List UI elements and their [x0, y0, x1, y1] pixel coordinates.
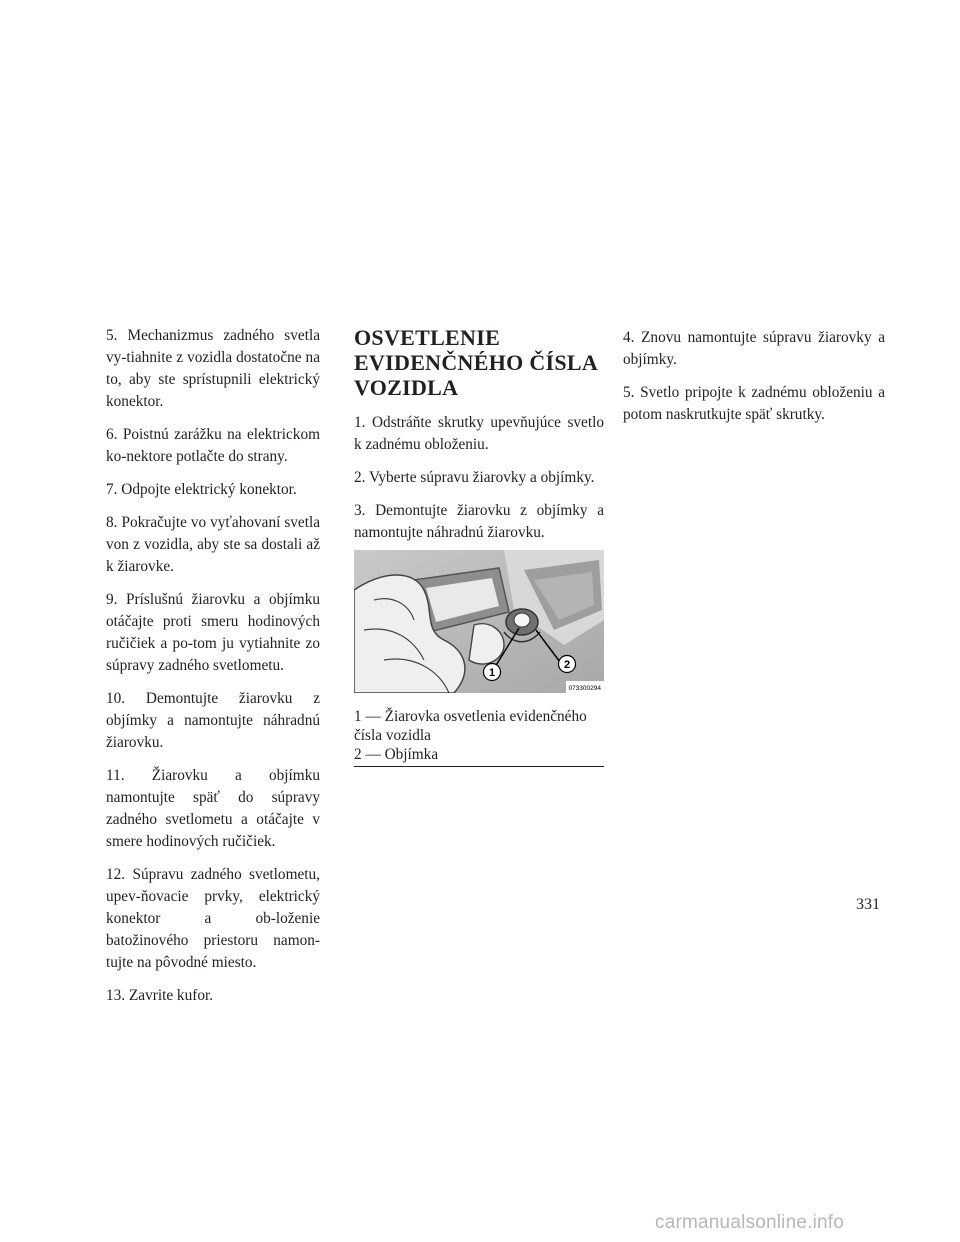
paragraph: 3. Demontujte žiarovku z objímky a namontujte náhradnú žiarovku.: [354, 502, 604, 541]
paragraph: 5. Mechanizmus zadného svetla vy-tiahnite z vozidla dostatočne na to, aby ste sprístupnili elektrický konektor.: [106, 327, 320, 410]
text-column-middle: [354, 325, 604, 767]
heading-line: EVIDENČNÉHO ČÍSLA: [354, 350, 599, 375]
paragraph: 13. Zavrite kufor.: [106, 987, 214, 1004]
paragraph: 1. Odstráňte skrutky upevňujúce svetlo k zadnému obloženiu.: [354, 414, 604, 453]
paragraph: 5. Svetlo pripojte k zadnému obloženiu a potom naskrutkujte späť skrutky.: [623, 384, 885, 423]
paragraph: 11. Žiarovku a objímku namontujte späť do súpravy zadného svetlometu a otáčajte v smere hodinových ručičiek.: [106, 767, 320, 850]
text-column-right: [623, 327, 885, 426]
paragraph: 8. Pokračujte vo vyťahovaní svetla von z vozidla, aby ste sa dostali až k žiarovke.: [106, 514, 320, 575]
caption-line: čísla vozidla: [354, 727, 431, 744]
caption-line: 2 — Objímka: [354, 746, 439, 763]
paragraph: 4. Znovu namontujte súpravu žiarovky a objímky.: [623, 329, 885, 368]
paragraph: 6. Poistnú zarážku na elektrickom ko-nektore potlačte do strany.: [106, 426, 320, 465]
section-heading: [354, 325, 604, 400]
paragraph: 10. Demontujte žiarovku z objímky a namontujte náhradnú žiarovku.: [106, 690, 320, 751]
bulb-replacement-illustration: [354, 550, 604, 693]
paragraph: 12. Súpravu zadného svetlometu, upev-ňovacie prvky, elektrický konektor a ob-loženie batožinového priestoru namon-tujte na pôvodné miesto.: [106, 866, 320, 971]
caption-line: 1 — Žiarovka osvetlenia evidenčného: [354, 708, 587, 725]
callout-2-label: 2: [563, 659, 571, 671]
figure-code: 073300294: [568, 685, 601, 692]
page-number: 331: [856, 896, 880, 913]
heading-line: VOZIDLA: [354, 375, 459, 400]
callout-1-label: 1: [488, 667, 496, 679]
paragraph: 7. Odpojte elektrický konektor.: [106, 481, 297, 498]
text-column-left: [106, 325, 320, 1007]
watermark: carmanualsonline.info: [655, 1212, 845, 1233]
paragraph: 2. Vyberte súpravu žiarovky a objímky.: [354, 469, 595, 486]
paragraph: 9. Príslušnú žiarovku a objímku otáčajte proti smeru hodinových ručičiek a po-tom ju vytiahnite zo súpravy zadného svetlometu.: [106, 591, 320, 674]
heading-line: OSVETLENIE: [354, 325, 501, 350]
figure-caption: [354, 707, 604, 767]
